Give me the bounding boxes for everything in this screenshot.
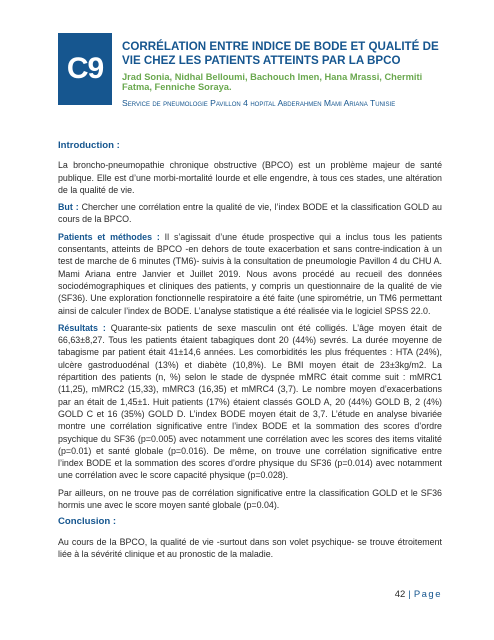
article-body xyxy=(58,140,442,565)
conclusion-heading: Conclusion : xyxy=(58,516,117,528)
article-header xyxy=(122,40,452,108)
conclusion-paragraph: Au cours de la BPCO, la qualité de vie -surtout dans son volet psychique- se trouve étroitement liée à la sévérité clinique et au pronostic de la maladie. xyxy=(58,536,442,559)
footer-separator: | xyxy=(408,589,411,600)
page-number: 42 xyxy=(394,589,406,600)
affiliation-line: Service de pneumologie Pavillon 4 hopital Abderahmen Mami Ariana Tunisie xyxy=(122,98,396,108)
results-text: Quarante-six patients de sexe masculin ont été colligés. L’âge moyen était de 66,63±8,27. Tous les patients étaient tabagiques dont 20 (44%) sevrés. La durée moyenne de tabagisme par patient était 41±14,6 années. Les comorbidités les plus fréquentes : HTA (24%), ulcère gastroduodénal (13%) et diabète (10,8%). Le BMI moyen était de 23±3kg/m2. La répartition des patients (n, %) selon le stade de dyspnée mMRC était comme suit : mMRC1 (11,25), mMRC2 (15,33), mMRC3 (16,35) et mMRC4 (3,7). Le nombre moyen d’exacerbations par an était de 1,45±1. Huit patients (17%) étaient classés GOLD A, 20 (44%) GOLD B, 2 (4%) GOLD C et 16 (35%) GOLD D. L’index BODE moyen était de 3,7. L’étude en analyse bivariée montre une corrélation significative entre l’index BODE et la sommation des scores d’ordre psychique du SF36 (p=0.005) avec notamment une corrélation avec les scores des items vitalité (p=0.01) et santé globale (p=0.016). De même, on trouve une corrélation significative entre l’index BODE et la sommation des scores d’ordre physique du SF36 (p=0.014) avec notamment une corrélation avec le score capacité physique (p=0.028). xyxy=(58,322,442,481)
results-label: Résultats : xyxy=(58,322,106,333)
section-badge: C9 xyxy=(58,33,112,105)
methods-text: Il s’agissait d’une étude prospective qui a inclus tous les patients consentants, atteints de BPCO -en dehors de toute exacerbation et sans contre-indication à un test de marche de 6 minutes (TM6)- suivis à la consultation de pneumologie Pavillon 4 du CHU A. Mami Ariana entre Janvier et Juillet 2019. Nous avons procédé au recueil des données sociodémographiques et cliniques des patients, y compris un questionnaire de la qualité de vie (SF36). Une exploration fonctionnelle respiratoire a été faite (une spirométrie, un TM6 permettant ainsi de calculer l’index de BODE. L’analyse statistique a été réalisée via le logiciel SPSS 22.0. xyxy=(58,231,443,316)
but-text: Chercher une corrélation entre la qualité de vie, l’index BODE et la classification GOLD au cours de la BPCO. xyxy=(58,202,442,225)
results-paragraph xyxy=(58,322,442,482)
article-title: CORRÉLATION ENTRE INDICE DE BODE ET QUALITÉ DE VIE CHEZ LES PATIENTS ATTEINTS PAR LA BPCO xyxy=(122,40,439,67)
but-paragraph xyxy=(58,201,442,226)
but-label: But : xyxy=(58,202,79,213)
methods-label: Patients et méthodes : xyxy=(58,231,160,242)
intro-heading: Introduction : xyxy=(58,140,120,151)
results-paragraph-2: Par ailleurs, on ne trouve pas de corrélation significative entre la classification GOLD et le SF36 hormis une avec le score moyen santé globale (p=0.04). xyxy=(58,487,442,511)
authors-line: Jrad Sonia, Nidhal Belloumi, Bachouch Imen, Hana Mrassi, Chermiti Fatma, Fenniche Soraya. xyxy=(122,72,423,92)
page-footer xyxy=(395,589,442,600)
page-label: Page xyxy=(413,589,442,600)
intro-paragraph: La broncho-pneumopathie chronique obstructive (BPCO) est un problème majeur de santé publique. Elle est d’une morbi-mortalité lourde et elle engendre, à tous ces stades, une altération de la qualité de vie. xyxy=(58,160,442,195)
methods-paragraph xyxy=(58,231,442,317)
